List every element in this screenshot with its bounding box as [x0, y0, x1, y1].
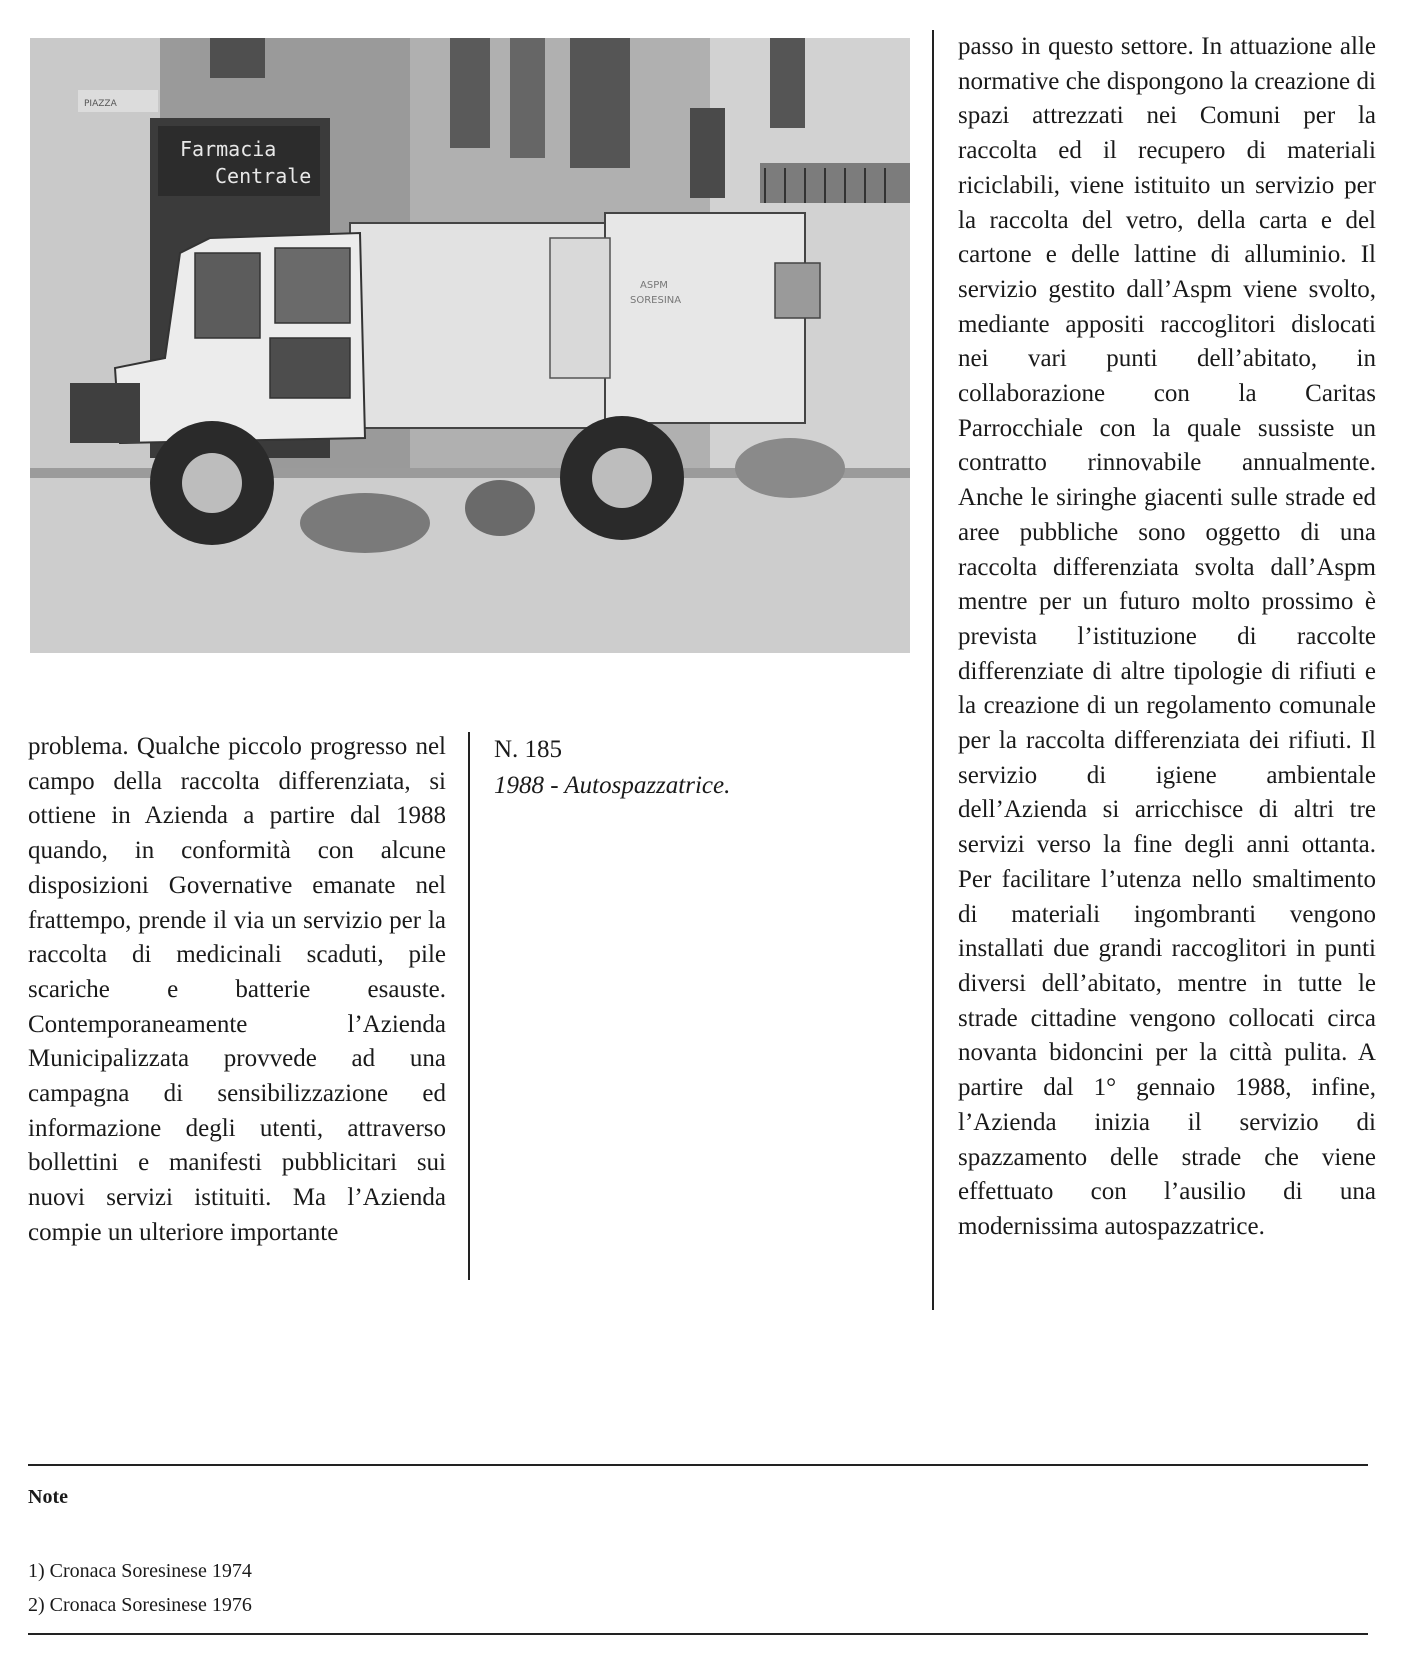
photo-caption — [494, 732, 894, 804]
notes-list — [28, 1554, 252, 1622]
note-item: 1) Cronaca Soresinese 1974 — [28, 1560, 252, 1582]
notes-top-rule — [28, 1464, 1368, 1466]
column-divider — [468, 732, 470, 1280]
street-sweeper-photo — [30, 38, 910, 653]
vehicle-lettering-line1: ASPM — [640, 280, 668, 291]
body-text-right-column: passo in questo settore. In attuazione alle normative che dispongono la creazione di spazi attrezzati nei Comuni per la raccolta ed il recupero di materiali riciclabili, viene istituito un servizio per la raccolta del vetro, della carta e del cartone e delle lattine di alluminio. Il servizio gestito dall’Aspm viene svolto, mediante appositi raccoglitori dislocati nei vari punti dell’abitato, in collaborazione con la Caritas Parrocchiale con la quale sussiste un contratto rinnovabile annualmente. Anche le siringhe giacenti sulle strade ed aree pubbliche sono oggetto di una raccolta differenziata svolta dall’Aspm mentre per un futuro molto prossimo è prevista l’istituzione di raccolte differenziate di altre tipologie di rifiuti e la creazione di un regolamento comunale per la raccolta differenziata dei rifiuti. Il servizio di igiene ambientale dell’Azienda si arricchisce di altri tre servizi verso la fine degli anni ottanta. Per facilitare l’utenza nello smaltimento di materiali ingombranti vengono installati due grandi raccoglitori in punti diversi dell’abitato, mentre in tutte le strade cittadine vengono collocati circa novanta bidoncini per la città pulita. A partire dal 1° gennaio 1988, infine, l’Azienda inizia il servizio di spazzamento delle strade che viene effettuato con l’ausilio di una modernissima autospazzatrice. — [958, 33, 1376, 1240]
street-sign: PIAZZA — [84, 99, 117, 109]
notes-heading: Note — [28, 1486, 68, 1508]
photo-illustration — [30, 38, 910, 653]
notes-bottom-rule — [28, 1633, 1368, 1635]
vehicle-lettering-line2: SORESINA — [630, 295, 682, 306]
note-item: 2) Cronaca Soresinese 1976 — [28, 1594, 252, 1616]
body-text-left-column: problema. Qualche piccolo progresso nel campo della raccolta differenziata, si ottiene in Azienda a partire dal 1988 quando, in conformità con alcune disposizioni Governative emanate nel frattempo, prende il via un servizio per la raccolta di medicinali scaduti, pile scariche e batterie esauste. Contemporaneamente l’Azienda Municipalizzata provvede ad una campagna di sensibilizzazione ed informazione degli utenti, attraverso bollettini e manifesti pubblicitari sui nuovi servizi istituiti. Ma l’Azienda compie un ulteriore importante — [28, 733, 446, 1246]
caption-title: 1988 - Autospazzatrice. — [494, 772, 731, 799]
shop-sign-line1: Farmacia — [180, 137, 277, 161]
caption-number: N. 185 — [494, 736, 563, 763]
column-divider — [932, 30, 934, 1310]
shop-sign-line2: Centrale — [215, 164, 312, 188]
